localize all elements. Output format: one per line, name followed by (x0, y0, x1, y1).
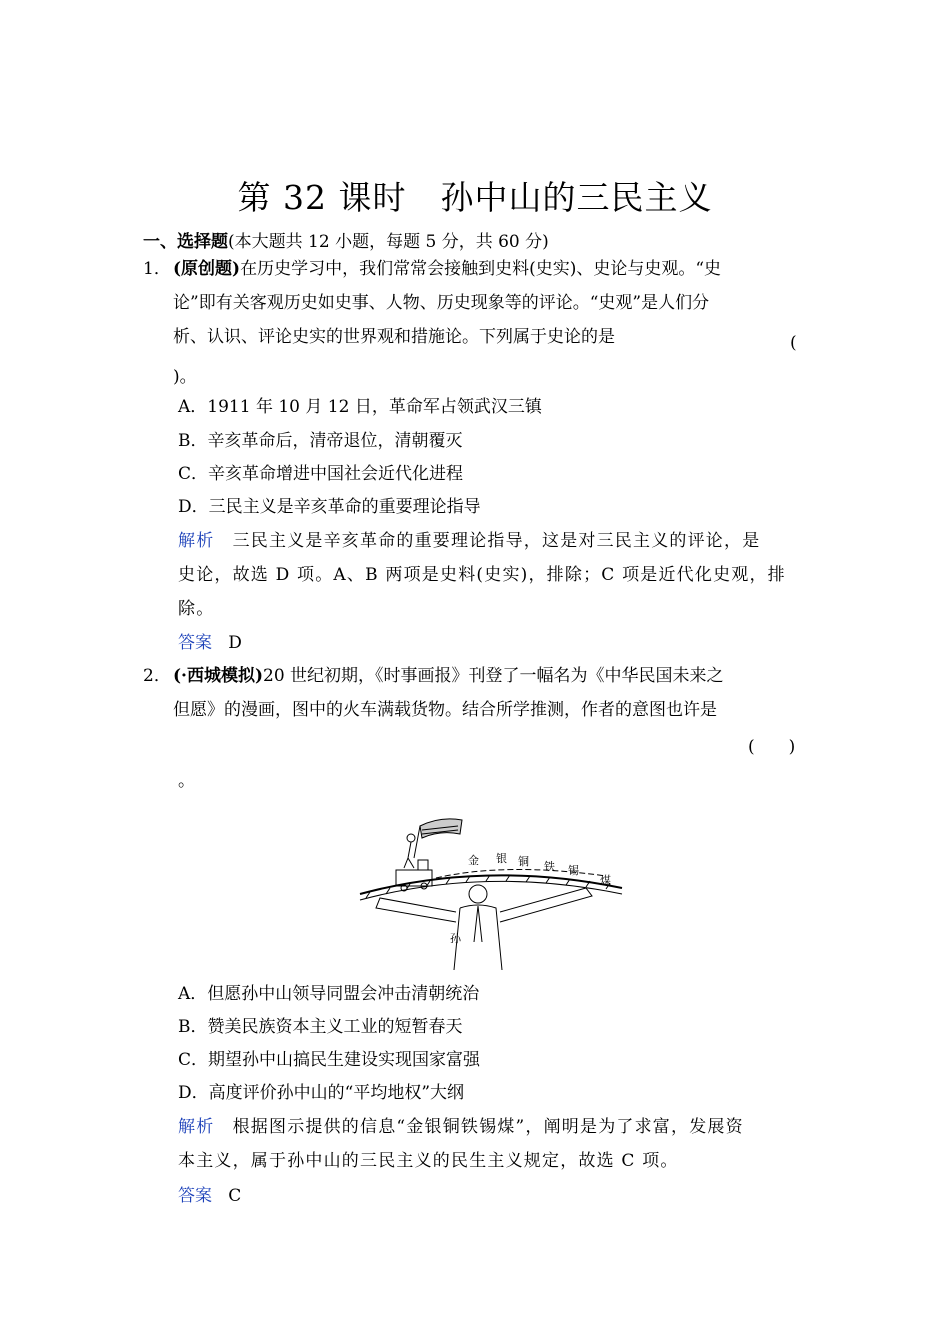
answer-paren: ( ) (748, 737, 796, 757)
figure-left-arm (376, 898, 456, 922)
question-source: (·西城模拟) (173, 666, 264, 686)
answer-label: 答案 (178, 633, 212, 653)
stem-line: 在历史学习中，我们常常会接触到史料(史实)、史论与史观。“史 (240, 259, 722, 279)
analysis-text: 除。 (178, 599, 215, 619)
option-a: A．1911 年 10 月 12 日，革命军占领武汉三镇 (178, 397, 542, 417)
option-b: B．赞美民族资本主义工业的短暂春天 (178, 1017, 463, 1037)
analysis (178, 524, 806, 626)
figure-right-arm (500, 888, 592, 922)
analysis-label: 解析 (178, 1117, 215, 1137)
answer-paren-open: ( (790, 333, 797, 353)
option-b: B．辛亥革命后，清帝退位，清朝覆灭 (178, 431, 463, 451)
option-d: D．三民主义是辛亥革命的重要理论指导 (178, 497, 481, 517)
question-number: 1． (143, 259, 171, 279)
flag-bearer-head (407, 834, 415, 842)
cartoon-label: 银 (496, 852, 507, 865)
stem-line: 析、认识、评论史实的世界观和措施论。下列属于史论的是 (173, 327, 615, 347)
section-title: 一、选择题 (143, 232, 228, 252)
question-stem (173, 659, 807, 727)
question-number: 2． (143, 666, 171, 686)
analysis-text: 本主义，属于孙中山的三民主义的民生主义规定，故选 C 项。 (178, 1151, 679, 1171)
option-c: C．辛亥革命增进中国社会近代化进程 (178, 464, 464, 484)
figure-head (469, 885, 487, 903)
option-d: D．高度评价孙中山的“平均地权”大纲 (178, 1083, 465, 1103)
section-heading (143, 227, 549, 252)
answer-value: C (228, 1186, 242, 1206)
stem-line: 但愿》的漫画，图中的火车满载货物。结合所学推测，作者的意图也许是 (173, 700, 717, 720)
question-2 (143, 659, 807, 727)
trailing-mark: 。 (178, 771, 195, 791)
page-title: 第 32 课时 孙中山的三民主义 (237, 178, 713, 217)
answer-value: D (228, 633, 242, 653)
option-c: C．期望孙中山搞民生建设实现国家富强 (178, 1050, 481, 1070)
stem-line: 20 世纪初期，《时事画报》刊登了一幅名为《中华民国未来之 (263, 666, 724, 686)
cartoon-label: 孙 (450, 932, 461, 945)
figure-tie (474, 906, 482, 942)
analysis-text: 三民主义是辛亥革命的重要理论指导，这是对三民主义的评论，是 (232, 531, 761, 551)
analysis (178, 1110, 806, 1178)
answer-label: 答案 (178, 1186, 212, 1206)
answer (178, 1179, 241, 1213)
question-source: (原创题) (173, 259, 241, 279)
cartoon-label: 铁 (544, 860, 555, 873)
answer-paren-close: )。 (173, 367, 197, 387)
figure-coat (454, 905, 502, 970)
cartoon-label: 煤 (600, 874, 611, 887)
question-1 (143, 252, 807, 354)
cartoon-illustration (356, 812, 628, 970)
cartoon-label: 金 (468, 854, 479, 867)
flag (420, 819, 462, 838)
analysis-text: 根据图示提供的信息“金银铜铁锡煤”，阐明是为了求富，发展资 (232, 1117, 744, 1137)
stem-line: 论”即有关客观历史如史事、人物、历史现象等的评论。“史观”是人们分 (173, 293, 710, 313)
option-a: A．但愿孙中山领导同盟会冲击清朝统治 (178, 984, 480, 1004)
cartoon-label: 锡 (568, 864, 579, 877)
analysis-text: 史论，故选 D 项。A、B 两项是史料(史实)，排除；C 项是近代化史观，排 (178, 565, 786, 585)
section-note: (本大题共 12 小题，每题 5 分，共 60 分) (228, 232, 549, 252)
locomotive-cab (418, 860, 428, 870)
answer (178, 626, 242, 660)
flag-pole (414, 826, 420, 858)
cartoon-label: 铜 (518, 855, 529, 868)
question-stem (173, 252, 807, 354)
flag-bearer-body (404, 842, 414, 868)
analysis-label: 解析 (178, 531, 215, 551)
